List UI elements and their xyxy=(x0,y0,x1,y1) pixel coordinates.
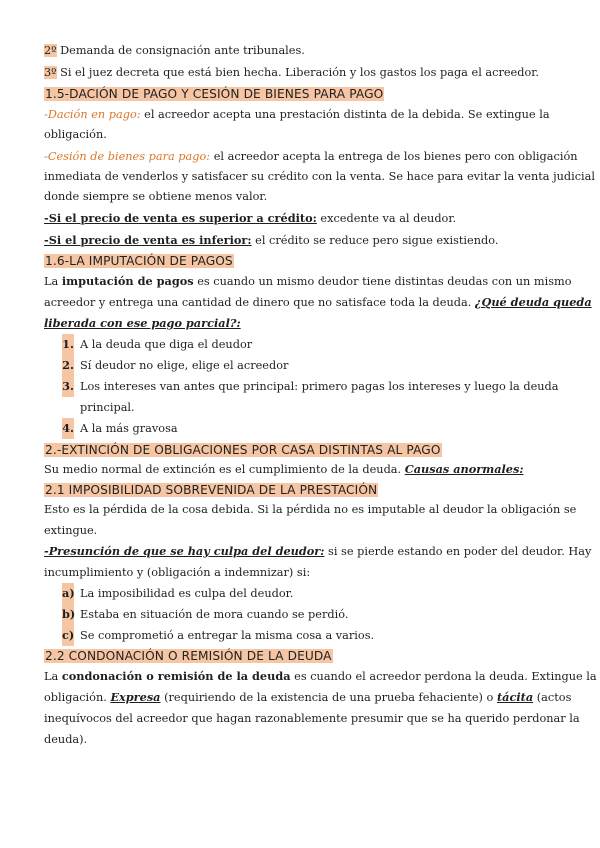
text-line: acreedor y entrega una cantidad de dinero que no satisface toda la deuda. ¿Qué deuda queda xyxy=(44,295,592,309)
text-line: -Dación en pago: el acreedor acepta una prestación distinta de la debida. Se extingue la xyxy=(44,108,550,121)
text-line xyxy=(44,313,544,334)
section-heading-1-5: 1.5-DACIÓN DE PAGO Y CESIÓN DE BIENES PARA PAGO xyxy=(45,87,384,101)
term-presuncion: -Presunción de que se hay culpa del deudor: xyxy=(44,544,325,558)
text-line: inequívocos del acreedor que hagan razonablemente presumir que se ha querido perdonar la xyxy=(44,712,580,725)
question: liberada con ese pago parcial?: xyxy=(44,316,241,330)
section-heading-2-2: 2.2 CONDONACIÓN O REMISIÓN DE LA DEUDA xyxy=(45,649,332,663)
text-line xyxy=(44,40,544,61)
list-item: 3. Los intereses van antes que principal: primero pagas los intereses y luego la deuda xyxy=(62,376,562,397)
term-condonacion: condonación o remisión de la deuda xyxy=(61,669,291,683)
text-line: Esto es la pérdida de la cosa debida. Si la pérdida no es imputable al deudor la obligación se xyxy=(44,503,577,516)
term-dacion: -Dación en pago: xyxy=(44,108,141,121)
text-line: -Si el precio de venta es superior a crédito: excedente va al deudor. xyxy=(44,211,457,225)
step-number: 3º xyxy=(44,66,57,79)
text-line xyxy=(44,62,544,83)
step-text: Demanda de consignación ante tribunales. xyxy=(56,44,305,57)
section-heading-2: 2.-EXTINCIÓN DE OBLIGACIONES POR CASA DISTINTAS AL PAGO xyxy=(45,443,441,457)
text-line: incumplimiento y (obligación a indemnizar) si: xyxy=(44,566,311,579)
text-line: obligación. Expresa (requiriendo de la existencia de una prueba fehaciente) o tácita (actos xyxy=(44,690,572,704)
term-tacita: tácita xyxy=(496,690,534,704)
list-item: a) La imposibilidad es culpa del deudor. xyxy=(62,583,562,604)
term-imputacion: imputación de pagos xyxy=(61,274,194,288)
text-line: -Cesión de bienes para pago: el acreedor acepta la entrega de los bienes pero con obligación xyxy=(44,150,578,163)
section-heading-2-1: 2.1 IMPOSIBILIDAD SOBREVENIDA DE LA PRESTACIÓN xyxy=(45,483,378,497)
text-line: deuda). xyxy=(44,733,88,746)
list-item: b) Estaba en situación de mora cuando se perdió. xyxy=(62,604,562,625)
term-inferior: -Si el precio de venta es inferior: xyxy=(44,233,252,247)
list-item: c) Se comprometió a entregar la misma cosa a varios. xyxy=(62,625,562,646)
text-line: -Presunción de que se hay culpa del deudor: si se pierde estando en poder del deudor. Hay xyxy=(44,544,592,558)
text-line: obligación. xyxy=(44,128,107,141)
term-expresa: Expresa xyxy=(110,690,161,704)
list-item: 2. Sí deudor no elige, elige el acreedor xyxy=(62,355,562,376)
text-line: donde siempre se obtiene menos valor. xyxy=(44,190,268,203)
text-line: inmediata de venderlos y satisfacer su crédito con la venta. Se hace para evitar la venta judicial xyxy=(44,170,595,183)
term-causas: Causas anormales: xyxy=(404,462,524,476)
term-cesion: -Cesión de bienes para pago: xyxy=(44,150,211,163)
list-item-continuation: principal. xyxy=(80,401,135,414)
text-line: Su medio normal de extinción es el cumplimiento de la deuda. Causas anormales: xyxy=(44,462,524,476)
list-item: 1. A la deuda que diga el deudor xyxy=(62,334,562,355)
list-item: 4. A la más gravosa xyxy=(62,418,562,439)
term-superior: -Si el precio de venta es superior a crédito: xyxy=(44,211,317,225)
text-line: La condonación o remisión de la deuda es cuando el acreedor perdona la deuda. Extingue la xyxy=(44,669,597,683)
question: ¿Qué deuda queda xyxy=(474,295,592,309)
step-text: Si el juez decreta que está bien hecha. Liberación y los gastos los paga el acreedor. xyxy=(56,66,540,79)
text-line: extingue. xyxy=(44,524,98,537)
section-heading-1-6: 1.6-LA IMPUTACIÓN DE PAGOS xyxy=(45,254,233,268)
step-number: 2º xyxy=(44,44,57,57)
text-line: La imputación de pagos es cuando un mismo deudor tiene distintas deudas con un mismo xyxy=(44,274,572,288)
text-line: -Si el precio de venta es inferior: el crédito se reduce pero sigue existiendo. xyxy=(44,233,499,247)
